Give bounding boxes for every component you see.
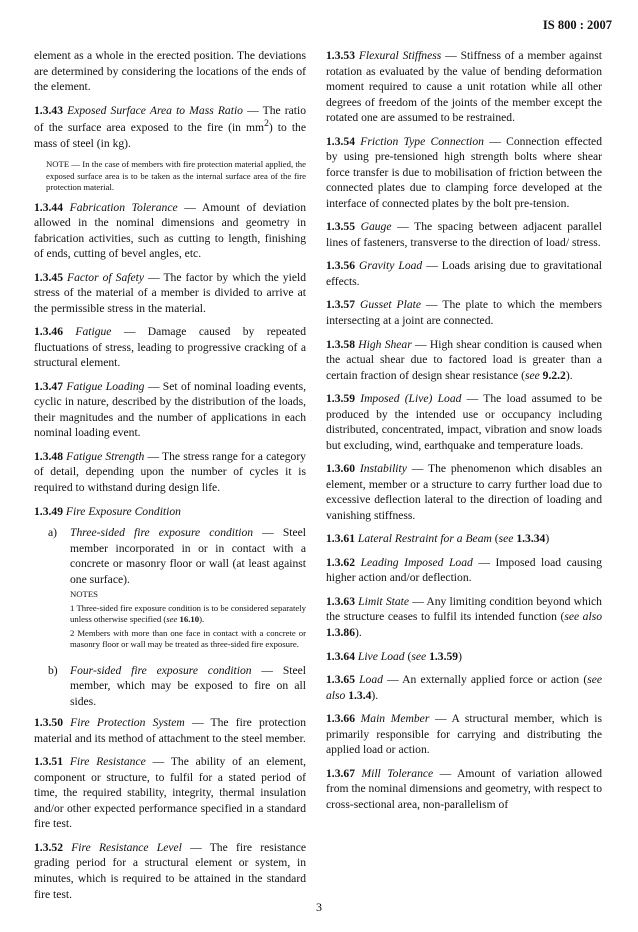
para-continuation: element as a whole in the erected position. The deviations are determined by considering the locations of the ends of the element. — [34, 49, 306, 94]
clause-1-3-56: 1.3.56 Gravity Load — Loads arising due to gravitational effects. — [326, 259, 602, 288]
clause-1-3-58: 1.3.58 High Shear — High shear condition is caused when the actual shear due to factored load is greater than a certain fraction of design shear resistance (see 9.2.2). — [326, 337, 602, 382]
clause-1-3-53: 1.3.53 Flexural Stiffness — Stiffness of a member against rotation as evaluated by the value of bending deformation moment required to cause a unit rotation while all other degrees of freedom of the joints of the member except the rotated one are assumed to be restrained. — [326, 49, 603, 125]
document-header: IS 800 : 2007 — [542, 18, 612, 32]
left-column — [34, 48, 306, 910]
clause-1-3-66: 1.3.66 Main Member — A structural member, which is primarily responsible for carrying and distributing the applied load or action. — [326, 712, 602, 757]
clause-1-3-45: 1.3.45 Factor of Safety — The factor by which the yield stress of the material of a member is divided to arrive at the permissible stress in the material. — [34, 270, 306, 315]
clause-1-3-52: 1.3.52 Fire Resistance Level — The fire resistance grading period for a structural element or system, in minutes, which is required to be attained in the standard fire test. — [34, 840, 306, 901]
clause-1-3-59: 1.3.59 Imposed (Live) Load — The load assumed to be produced by the intended use or occupancy including distributed, concentrated, impact, vibration and snow loads but excluding, wind, earthquake and temperature loads. — [326, 392, 602, 452]
clause-1-3-50: 1.3.50 Fire Protection System — The fire protection material and its method of attachment to the steel member. — [34, 716, 306, 745]
list-item-b: b) Four-sided fire exposure condition — Steel member, which may be exposed to fire on all sides. — [48, 663, 307, 708]
page-number: 3 — [316, 900, 322, 914]
clause-1-3-61: 1.3.61 Lateral Restraint for a Beam (see 1.3.34) — [326, 532, 550, 546]
clause-1-3-49: 1.3.49 Fire Exposure Condition — [34, 504, 181, 518]
clause-1-3-57: 1.3.57 Gusset Plate — The plate to which the members intersecting at a joint are connected. — [326, 298, 602, 327]
clause-1-3-63: 1.3.63 Limit State — Any limiting condition beyond which the structure ceases to fulfil its intended function (see also 1.3.86). — [326, 594, 603, 639]
clause-1-3-47: 1.3.47 Fatigue Loading — Set of nominal loading events, cyclic in nature, described by the distribution of the loads, their magnitudes and the number of applications in each nominal loading event. — [34, 379, 306, 440]
clause-1-3-54: 1.3.54 Friction Type Connection — Connection effected by using pre-tensioned high strength bolts where shear force transfer is due to mobilisation of friction between the connected plates due to clamping force developed at the interface of connected plates by the bolt pre-tension. — [326, 134, 603, 210]
clause-1-3-44: 1.3.44 Fabrication Tolerance — Amount of deviation allowed in the nominal dimensions and geometry in fabrication activities, such as cutting to length, finishing of ends, cutting of bevel angles, etc. — [34, 200, 306, 261]
clause-1-3-51: 1.3.51 Fire Resistance — The ability of an element, component or structure, to fulfil for a stated period of time, the required stability, integrity, thermal insulation and/or other expected performance specified in a standard fire test. — [34, 755, 306, 831]
note: NOTE — In the case of members with fire protection material applied, the exposed surface area is to be taken as the internal surface area of the fire protection material. — [46, 159, 306, 193]
clause-number: 1.3.43 — [34, 103, 63, 117]
clause-1-3-65: 1.3.65 Load — An externally applied force or action (see also 1.3.4). — [326, 673, 602, 702]
clause-term: Exposed Surface Area to Mass Ratio — [67, 103, 243, 117]
clause-1-3-60: 1.3.60 Instability — The phenomenon which disables an element, member or a structure to carry further load due to excessive deflection lateral to the direction of loading and vanishing stiffness. — [326, 462, 602, 522]
clause-1-3-46: 1.3.46 Fatigue — Damage caused by repeated fluctuations of stress, leading to progressive cracking of a structural element. — [34, 325, 306, 370]
notes-block: NOTES 1 Three-sided fire exposure condition is to be considered separately unless otherwise specified (see 16.10). 2 Members with more than one face in contact with a concrete or masonry floor or wall may be treated as three-sided fire exposure. — [70, 589, 306, 650]
clause-1-3-48: 1.3.48 Fatigue Strength — The stress range for a category of detail, depending upon the number of cycles it is required to withstand during design life. — [34, 449, 306, 494]
list-item-a: a) Three-sided fire exposure condition — Steel member incorporated in or in contact with a concrete or masonry floor or wall (at least against one surface). NOTES 1 Three-sided fire exposure condition is to be considered separately unless otherwise specified (see 16.10). 2 Members with more than one face in contact with a concrete or masonry floor or wall may be treated as three-sided fire exposure. — [48, 526, 307, 650]
clause-1-3-62: 1.3.62 Leading Imposed Load — Imposed load causing higher action and/or deflection. — [326, 555, 602, 585]
clause-1-3-64: 1.3.64 Live Load (see 1.3.59) — [326, 649, 462, 663]
clause-1-3-67: 1.3.67 Mill Tolerance — Amount of variation allowed from the nominal dimensions and geometry, with respect to cross-sectional area, non-parallelism of — [326, 766, 603, 811]
right-column — [326, 48, 602, 820]
clause-1-3-55: 1.3.55 Gauge — The spacing between adjacent parallel lines of fasteners, transverse to the direction of load/ stress. — [326, 220, 602, 249]
clause-1-3-43: 1.3.43 Exposed Surface Area to Mass Ratio — The ratio of the surface area exposed to the fire (in $mm^2$) to the mass of steel (in kg). — [34, 103, 307, 150]
